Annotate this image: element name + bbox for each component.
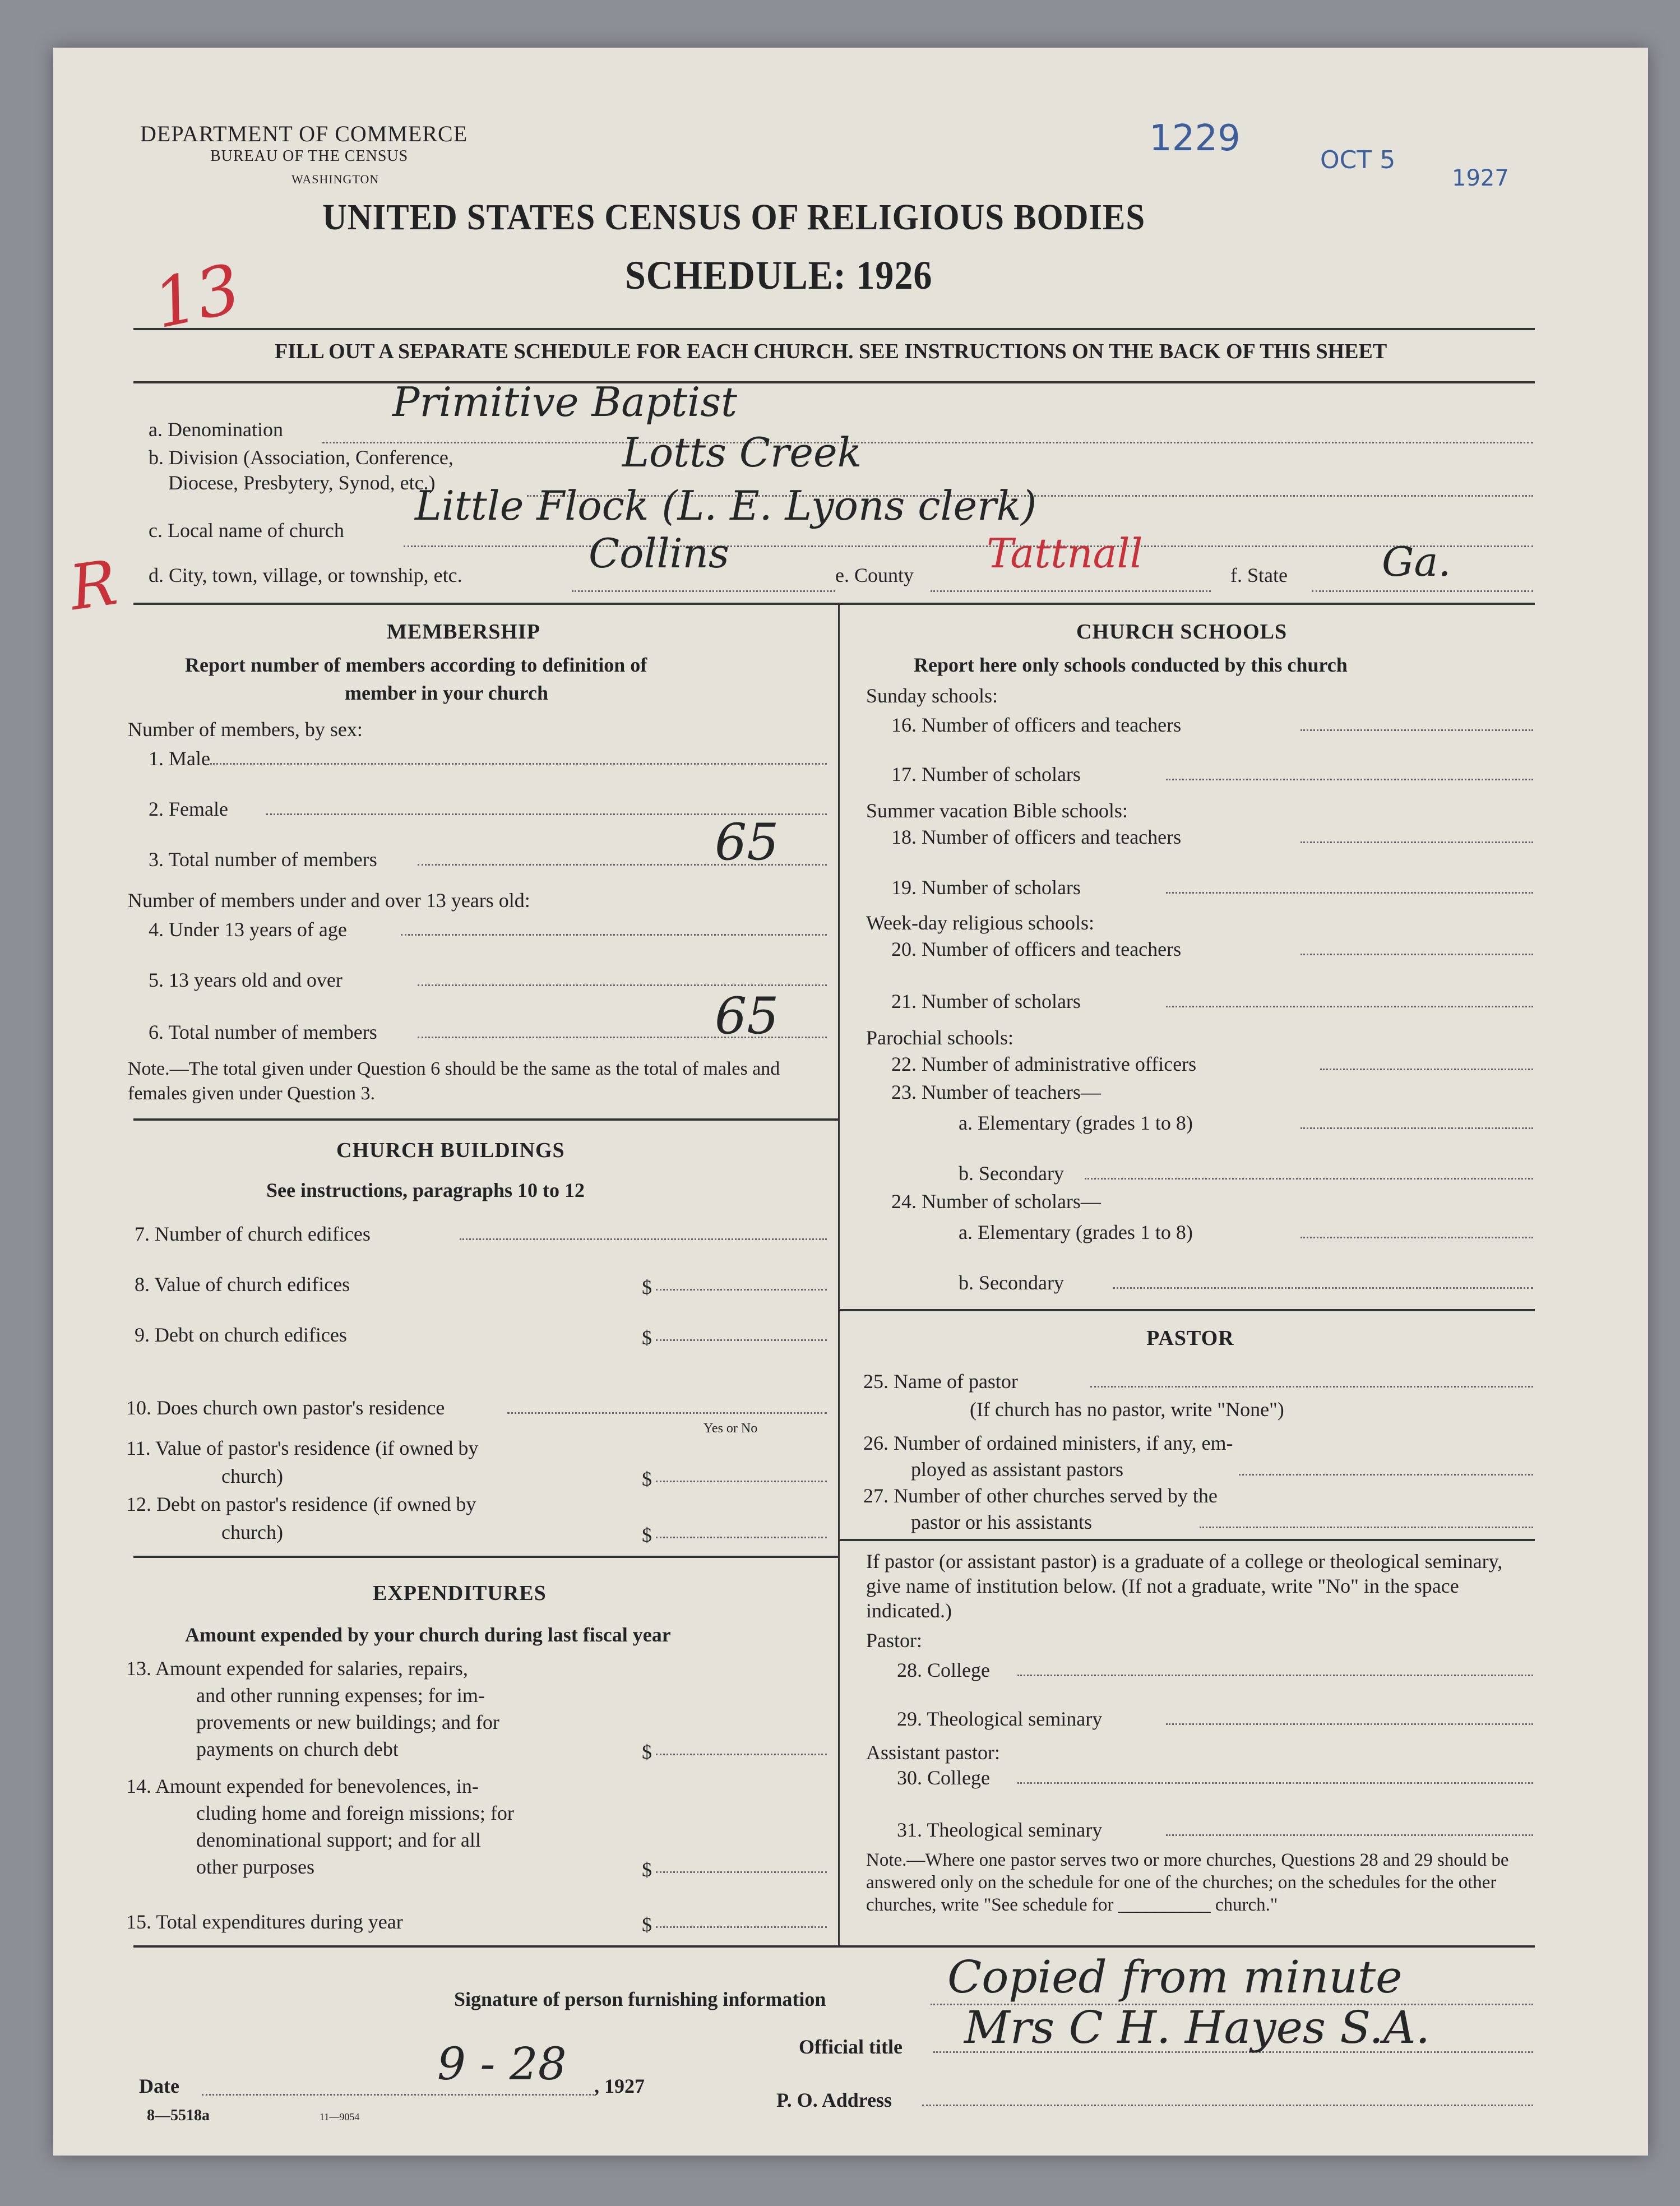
q23b-field[interactable] <box>1085 1176 1533 1180</box>
column-divider <box>838 603 840 1945</box>
assistant-pastor-sublabel: Assistant pastor: <box>866 1741 1000 1764</box>
q4-under13-field[interactable] <box>401 932 827 936</box>
pastor-heading: PASTOR <box>1146 1326 1234 1350</box>
buildings-heading: CHURCH BUILDINGS <box>336 1139 565 1162</box>
print-number: 11—9054 <box>320 2111 360 2122</box>
q28-field[interactable] <box>1017 1673 1533 1676</box>
stamp-date: OCT 5 <box>1320 146 1396 174</box>
members-by-sex-label: Number of members, by sex: <box>128 718 363 741</box>
q4-under13-label: 4. Under 13 years of age <box>149 918 347 941</box>
graduate-note: If pastor (or assistant pastor) is a graduate of a college or theological seminary, give name of institution below. (If not a graduate, write "No" in the space indicated.) <box>866 1550 1503 1622</box>
q16-label: 16. Number of officers and teachers <box>891 714 1182 736</box>
local-name-label: c. Local name of church <box>149 519 344 542</box>
q17-label: 17. Number of scholars <box>891 763 1081 785</box>
q31-label: 31. Theological seminary <box>897 1819 1103 1841</box>
q2-female-label: 2. Female <box>149 798 228 820</box>
q29-field[interactable] <box>1166 1722 1533 1725</box>
margin-mark-r: R <box>65 546 122 625</box>
rule-schools <box>838 1309 1535 1311</box>
q19-label: 19. Number of scholars <box>891 876 1081 899</box>
city-town-label: d. City, town, village, or township, etc. <box>149 564 462 586</box>
members-by-age-label: Number of members under and over 13 years old: <box>128 889 530 912</box>
division-label-2: Diocese, Presbytery, Synod, etc.) <box>168 471 436 494</box>
local-name-value: Little Flock (L. E. Lyons clerk) <box>415 482 1037 529</box>
form-number: 8—5518a <box>147 2107 210 2124</box>
q5-over13-field[interactable] <box>418 983 827 986</box>
pastor-name-field[interactable] <box>1090 1384 1533 1388</box>
instruction-banner: FILL OUT A SEPARATE SCHEDULE FOR EACH CHURCH. SEE INSTRUCTIONS ON THE BACK OF THIS SHEET <box>275 340 1387 363</box>
q14-dollar: $ <box>642 1858 652 1881</box>
q13-label-2: and other running expenses; for im- <box>196 1684 485 1706</box>
q18-field[interactable] <box>1301 840 1533 843</box>
q14-amount-field[interactable] <box>656 1870 827 1873</box>
denomination-value: Primitive Baptist <box>392 378 738 426</box>
q15-amount-field[interactable] <box>656 1925 827 1928</box>
pastor-note: Note.—Where one pastor serves two or more churches, Questions 28 and 29 should be answered only on the schedule for one of the churches; on the schedules for the other churches, write "See schedule for __________ church." <box>866 1850 1509 1915</box>
q18-label: 18. Number of officers and teachers <box>891 826 1182 848</box>
q10-residence-label: 10. Does church own pastor's residence <box>126 1396 445 1419</box>
state-value: Ga. <box>1382 538 1451 585</box>
q7-edifices-field[interactable] <box>460 1237 827 1240</box>
rule-pastor <box>838 1539 1535 1541</box>
q14-label-3: denominational support; and for all <box>196 1829 481 1851</box>
denomination-label: a. Denomination <box>149 418 283 441</box>
q23-label: 23. Number of teachers— <box>891 1081 1101 1103</box>
q11-label-1: 11. Value of pastor's residence (if owned by <box>126 1437 479 1459</box>
schools-heading: CHURCH SCHOOLS <box>1076 620 1288 644</box>
rule-banner <box>133 381 1535 383</box>
q12-label-1: 12. Debt on pastor's residence (if owned by <box>126 1493 476 1515</box>
q11-label-2: church) <box>221 1465 283 1487</box>
q20-label: 20. Number of officers and teachers <box>891 938 1182 960</box>
q15-dollar: $ <box>642 1913 652 1936</box>
rule-buildings <box>133 1556 838 1558</box>
rule-ident <box>133 603 1535 605</box>
q13-label-4: payments on church debt <box>196 1738 399 1760</box>
q13-dollar: $ <box>642 1741 652 1763</box>
county-label: e. County <box>835 564 914 586</box>
division-label-1: b. Division (Association, Conference, <box>149 446 453 469</box>
margin-mark-13: 13 <box>147 249 247 344</box>
q13-label-1: 13. Amount expended for salaries, repairs, <box>126 1657 468 1680</box>
document-subtitle: SCHEDULE: 1926 <box>625 253 933 298</box>
rule-top <box>133 328 1535 330</box>
city-town-field[interactable] <box>572 575 835 592</box>
county-value: Tattnall <box>987 530 1143 577</box>
membership-intro-2: member in your church <box>345 682 549 704</box>
parochial-schools-label: Parochial schools: <box>866 1026 1013 1049</box>
q20-field[interactable] <box>1301 952 1533 955</box>
q9-debt-label: 9. Debt on church edifices <box>135 1324 347 1346</box>
q24a-field[interactable] <box>1301 1235 1533 1238</box>
q8-value-field[interactable] <box>656 1287 827 1291</box>
q19-field[interactable] <box>1166 890 1533 894</box>
expenditures-sub: Amount expended by your church during last fiscal year <box>185 1624 671 1646</box>
q9-dollar: $ <box>642 1326 652 1349</box>
q24b-label: b. Secondary <box>959 1271 1064 1294</box>
q8-dollar: $ <box>642 1276 652 1298</box>
q27-label-1: 27. Number of other churches served by the <box>863 1484 1218 1507</box>
po-address-label: P. O. Address <box>776 2089 892 2111</box>
q23a-label: a. Elementary (grades 1 to 8) <box>959 1112 1193 1134</box>
signature-label: Signature of person furnishing information <box>454 1988 826 2010</box>
q26-label-1: 26. Number of ordained ministers, if any, em- <box>863 1432 1233 1454</box>
q8-value-label: 8. Value of church edifices <box>135 1273 350 1296</box>
city-town-value: Collins <box>589 530 729 577</box>
bureau-label: BUREAU OF THE CENSUS <box>210 147 409 165</box>
pastor-sublabel: Pastor: <box>866 1629 923 1652</box>
q13-label-3: provements or new buildings; and for <box>196 1711 499 1733</box>
membership-intro-1: Report number of members according to definition of <box>185 654 647 676</box>
q1-male-label: 1. Male <box>149 747 210 770</box>
q11-value-field[interactable] <box>656 1479 827 1482</box>
q3-total-value: 65 <box>715 813 779 872</box>
q27-label-2: pastor or his assistants <box>911 1511 1092 1533</box>
date-year: , 1927 <box>594 2075 645 2097</box>
division-value: Lotts Creek <box>622 429 862 476</box>
q28-label: 28. College <box>897 1659 990 1681</box>
q13-amount-field[interactable] <box>656 1752 827 1755</box>
q31-field[interactable] <box>1166 1833 1533 1836</box>
buildings-sub: See instructions, paragraphs 10 to 12 <box>266 1179 585 1201</box>
q1-male-field[interactable] <box>210 761 827 765</box>
q15-label: 15. Total expenditures during year <box>126 1911 403 1933</box>
q3-total-label: 3. Total number of members <box>149 848 377 871</box>
q6-total-value: 65 <box>715 987 779 1046</box>
schools-sub: Report here only schools conducted by this church <box>914 654 1348 676</box>
official-title-label: Official title <box>799 2036 903 2058</box>
city-label: WASHINGTON <box>291 172 379 186</box>
q11-dollar: $ <box>642 1468 652 1490</box>
signature-value: Copied from minute <box>947 1951 1403 2003</box>
q26-label-2: ployed as assistant pastors <box>911 1458 1123 1481</box>
q14-label-4: other purposes <box>196 1856 314 1878</box>
department-label: DEPARTMENT OF COMMERCE <box>140 121 468 146</box>
q12-label-2: church) <box>221 1521 283 1543</box>
q22-label: 22. Number of administrative officers <box>891 1053 1197 1075</box>
county-field[interactable] <box>931 575 1211 592</box>
membership-heading: MEMBERSHIP <box>387 620 540 644</box>
q5-over13-label: 5. 13 years old and over <box>149 969 343 991</box>
q9-debt-field[interactable] <box>656 1338 827 1341</box>
official-title-value: Mrs C H. Hayes S.A. <box>964 2001 1430 2054</box>
q25-sub: (If church has no pastor, write "None") <box>970 1398 1284 1421</box>
q14-label-1: 14. Amount expended for benevolences, in- <box>126 1775 479 1797</box>
po-address-field[interactable] <box>922 2103 1533 2106</box>
q21-label: 21. Number of scholars <box>891 990 1081 1012</box>
date-field[interactable] <box>202 2092 594 2096</box>
q24b-field[interactable] <box>1113 1285 1533 1289</box>
q7-edifices-label: 7. Number of church edifices <box>135 1223 371 1245</box>
q21-field[interactable] <box>1166 1004 1533 1007</box>
weekday-schools-label: Week-day religious schools: <box>866 912 1095 934</box>
date-label: Date <box>139 2075 179 2097</box>
q25-label: 25. Name of pastor <box>863 1370 1018 1393</box>
q10-residence-field[interactable] <box>507 1410 827 1414</box>
summer-schools-label: Summer vacation Bible schools: <box>866 799 1128 822</box>
denomination-field[interactable] <box>322 426 1533 443</box>
q6-total-label: 6. Total number of members <box>149 1021 377 1043</box>
expenditures-heading: EXPENDITURES <box>373 1581 547 1605</box>
q14-label-2: cluding home and foreign missions; for <box>196 1802 514 1824</box>
rule-membership <box>133 1118 838 1121</box>
q24a-label: a. Elementary (grades 1 to 8) <box>959 1221 1193 1243</box>
q22-field[interactable] <box>1320 1067 1533 1070</box>
state-label: f. State <box>1230 564 1288 586</box>
stamp-number: 1229 <box>1149 118 1241 159</box>
q23b-label: b. Secondary <box>959 1162 1064 1185</box>
q23a-field[interactable] <box>1301 1126 1533 1129</box>
q12-dollar: $ <box>642 1524 652 1546</box>
yes-no-hint: Yes or No <box>704 1421 758 1436</box>
q24-label: 24. Number of scholars— <box>891 1190 1101 1213</box>
q30-label: 30. College <box>897 1766 990 1789</box>
rule-bottom <box>133 1945 1535 1948</box>
q27-field[interactable] <box>1200 1525 1533 1528</box>
local-name-field[interactable] <box>404 530 1533 547</box>
stamp-year: 1927 <box>1452 165 1509 191</box>
q26-field[interactable] <box>1239 1472 1533 1476</box>
document-title: UNITED STATES CENSUS OF RELIGIOUS BODIES <box>322 197 1146 238</box>
q16-field[interactable] <box>1301 728 1533 731</box>
sunday-schools-label: Sunday schools: <box>866 685 998 707</box>
q29-label: 29. Theological seminary <box>897 1708 1103 1730</box>
date-value: 9 - 28 <box>437 2038 567 2090</box>
membership-note: Note.—The total given under Question 6 should be the same as the total of males and females given under Question 3. <box>128 1058 780 1104</box>
q12-debt-field[interactable] <box>656 1535 827 1538</box>
q30-field[interactable] <box>1017 1780 1533 1784</box>
q17-field[interactable] <box>1166 777 1533 780</box>
